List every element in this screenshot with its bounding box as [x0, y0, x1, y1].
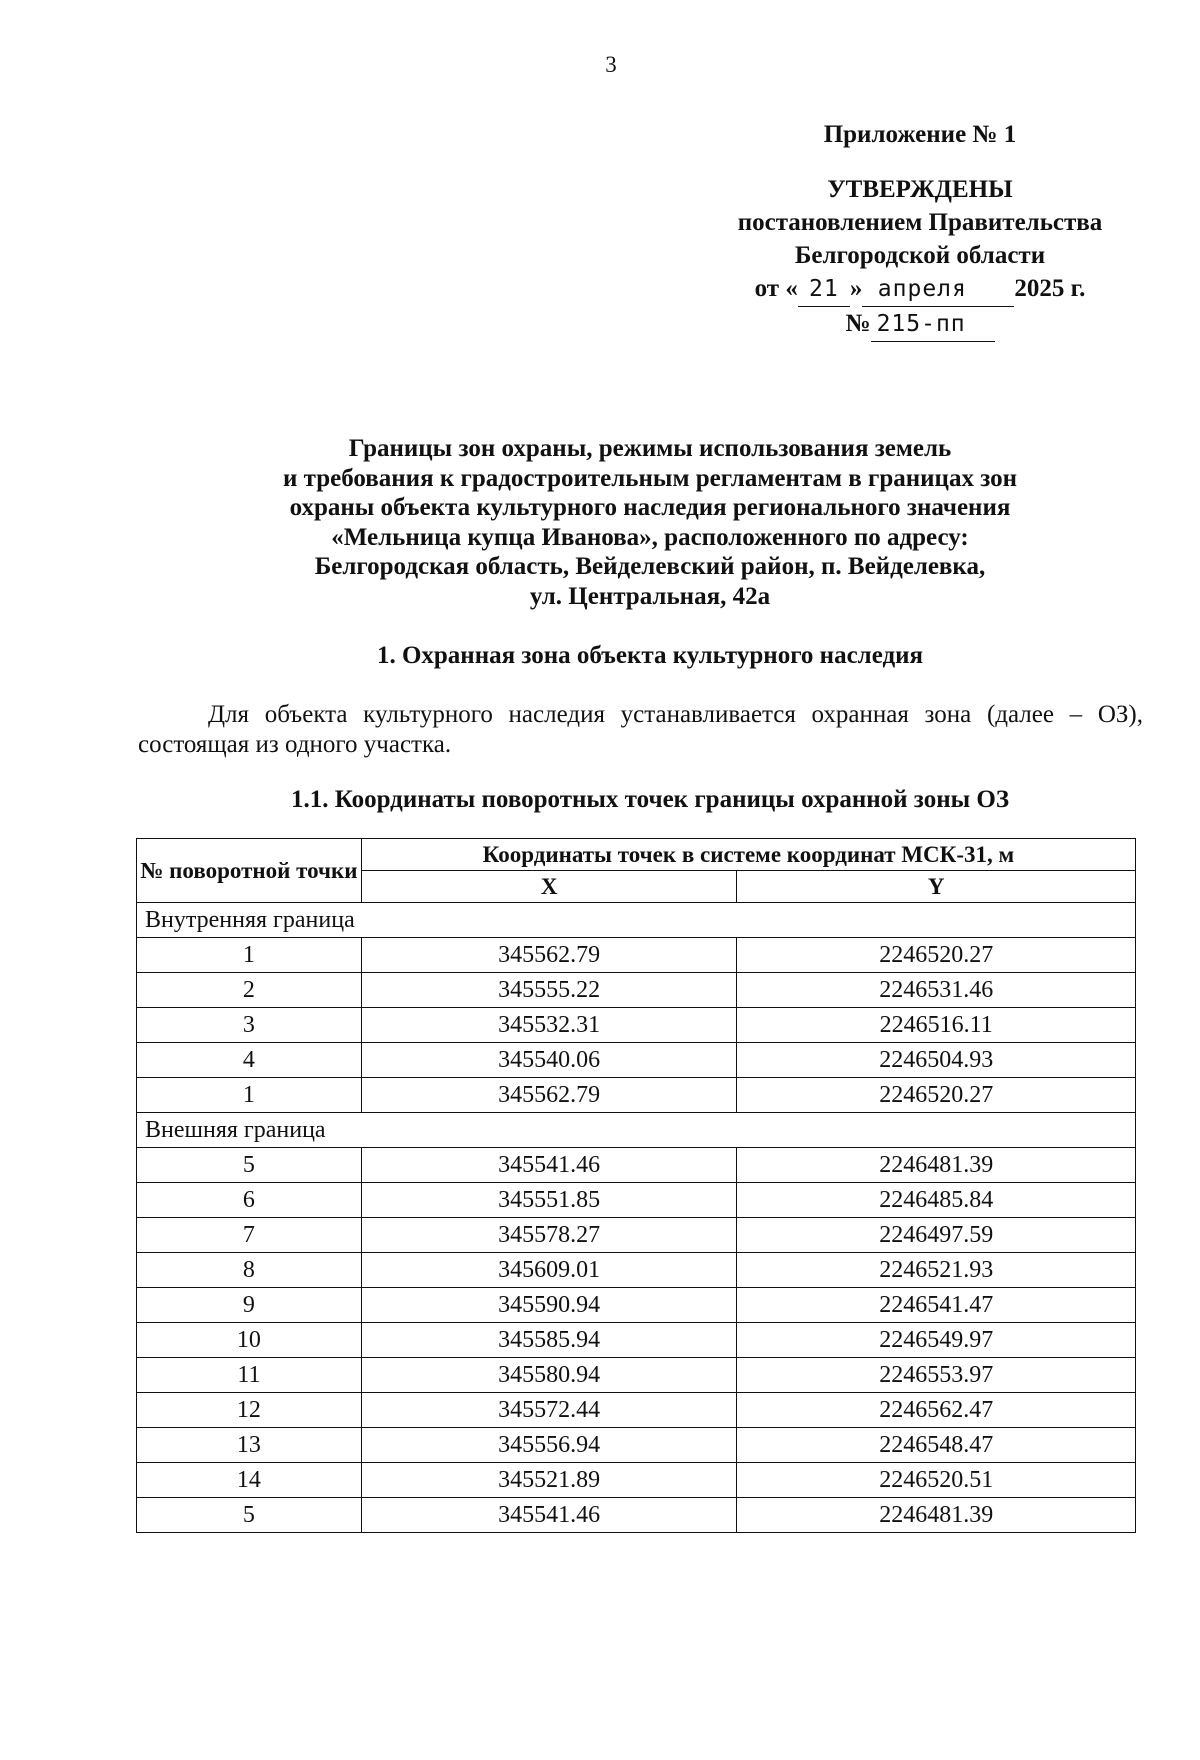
table-row — [137, 1288, 1136, 1323]
y-coordinate-cell: 2246497.59 — [737, 1218, 1136, 1253]
x-coordinate-cell: 345562.79 — [361, 938, 737, 973]
approval-block — [690, 118, 1150, 342]
title-line: Границы зон охраны, режимы использования земель — [348, 435, 952, 462]
y-coordinate-cell: 2246549.97 — [737, 1323, 1136, 1358]
date-day: 21 — [798, 273, 850, 307]
title-line: и требования к градостроительным регламентам в границах зон — [282, 464, 1018, 492]
title-line: Белгородская область, Вейделевский район, п. Вейделевка, — [314, 553, 986, 580]
date-year: 2025 г. — [1014, 275, 1086, 302]
date-close-quote: » — [849, 275, 863, 302]
table-group-row — [137, 1113, 1136, 1148]
x-coordinate-cell: 345562.79 — [361, 1078, 737, 1113]
table-row — [137, 1253, 1136, 1288]
point-number-cell: 7 — [137, 1218, 362, 1253]
table-row — [137, 973, 1136, 1008]
y-coordinate-cell: 2246504.93 — [737, 1043, 1136, 1078]
point-number-cell: 14 — [137, 1463, 362, 1498]
y-coordinate-cell: 2246481.39 — [737, 1498, 1136, 1533]
table-row — [137, 1218, 1136, 1253]
column-header-y: Y — [737, 871, 1136, 903]
point-number-cell: 2 — [137, 973, 362, 1008]
x-coordinate-cell: 345572.44 — [361, 1393, 737, 1428]
point-number-cell: 11 — [137, 1358, 362, 1393]
point-number-cell: 10 — [137, 1323, 362, 1358]
appendix-label: Приложение № 1 — [823, 121, 1017, 148]
approved-label: УТВЕРЖДЕНЫ — [827, 176, 1013, 203]
point-number-cell: 9 — [137, 1288, 362, 1323]
x-coordinate-cell: 345585.94 — [361, 1323, 737, 1358]
y-coordinate-cell: 2246520.27 — [737, 1078, 1136, 1113]
x-coordinate-cell: 345551.85 — [361, 1183, 737, 1218]
x-coordinate-cell: 345540.06 — [361, 1043, 737, 1078]
column-header-x: X — [361, 871, 737, 903]
table-group-row — [137, 903, 1136, 938]
y-coordinate-cell: 2246553.97 — [737, 1358, 1136, 1393]
title-line: охраны объекта культурного наследия регионального значения — [289, 494, 1011, 521]
y-coordinate-cell: 2246520.27 — [737, 938, 1136, 973]
y-coordinate-cell: 2246531.46 — [737, 973, 1136, 1008]
y-coordinate-cell: 2246521.93 — [737, 1253, 1136, 1288]
approval-number — [690, 307, 1150, 342]
y-coordinate-cell: 2246520.51 — [737, 1463, 1136, 1498]
body-paragraph: Для объекта культурного наследия устанавливается охранная зона (далее – ОЗ), состоящая из одного участка. — [138, 701, 1143, 758]
column-header-coordinates: Координаты точек в системе координат МСК-31, м — [361, 839, 1135, 871]
point-number-cell: 5 — [137, 1498, 362, 1533]
resolution-number: 215-пп — [871, 308, 995, 342]
point-number-cell: 3 — [137, 1008, 362, 1043]
table-row — [137, 938, 1136, 973]
page-number: 3 — [605, 52, 617, 77]
table-row — [137, 1358, 1136, 1393]
table-row — [137, 1183, 1136, 1218]
y-coordinate-cell: 2246485.84 — [737, 1183, 1136, 1218]
x-coordinate-cell: 345532.31 — [361, 1008, 737, 1043]
coordinates-table — [136, 838, 1136, 1533]
section-heading: 1. Охранная зона объекта культурного наследия — [376, 642, 924, 669]
title-line: «Мельница купца Иванова», расположенного по адресу: — [331, 523, 969, 551]
document-title — [150, 434, 1150, 611]
table-row — [137, 1428, 1136, 1463]
table-row — [137, 1148, 1136, 1183]
y-coordinate-cell: 2246516.11 — [737, 1008, 1136, 1043]
table-row — [137, 1008, 1136, 1043]
y-coordinate-cell: 2246481.39 — [737, 1148, 1136, 1183]
table-row — [137, 1498, 1136, 1533]
table-body — [137, 903, 1136, 1533]
x-coordinate-cell: 345521.89 — [361, 1463, 737, 1498]
x-coordinate-cell: 345556.94 — [361, 1428, 737, 1463]
table-row — [137, 1393, 1136, 1428]
point-number-cell: 1 — [137, 938, 362, 973]
table-row — [137, 1463, 1136, 1498]
x-coordinate-cell: 345541.46 — [361, 1498, 737, 1533]
point-number-cell: 4 — [137, 1043, 362, 1078]
column-header-point: № поворотной точки — [137, 839, 362, 903]
approved-by-line-1: постановлением Правительства — [737, 209, 1103, 236]
y-coordinate-cell: 2246548.47 — [737, 1428, 1136, 1463]
table-row — [137, 1078, 1136, 1113]
table-heading: 1.1. Координаты поворотных точек границы охранной зоны ОЗ — [290, 786, 1010, 813]
point-number-cell: 12 — [137, 1393, 362, 1428]
x-coordinate-cell: 345590.94 — [361, 1288, 737, 1323]
approval-date — [690, 272, 1150, 307]
x-coordinate-cell: 345580.94 — [361, 1358, 737, 1393]
approved-by-line-2: Белгородской области — [794, 242, 1046, 269]
x-coordinate-cell: 345578.27 — [361, 1218, 737, 1253]
group-label: Внешняя граница — [137, 1113, 1136, 1148]
point-number-cell: 6 — [137, 1183, 362, 1218]
title-line: ул. Центральная, 42а — [529, 582, 771, 610]
x-coordinate-cell: 345555.22 — [361, 973, 737, 1008]
y-coordinate-cell: 2246562.47 — [737, 1393, 1136, 1428]
x-coordinate-cell: 345609.01 — [361, 1253, 737, 1288]
point-number-cell: 8 — [137, 1253, 362, 1288]
table-row — [137, 1323, 1136, 1358]
point-number-cell: 13 — [137, 1428, 362, 1463]
y-coordinate-cell: 2246541.47 — [737, 1288, 1136, 1323]
number-prefix: № — [845, 310, 871, 337]
group-label: Внутренняя граница — [137, 903, 1136, 938]
date-prefix: от « — [754, 275, 798, 302]
point-number-cell: 5 — [137, 1148, 362, 1183]
table-row — [137, 1043, 1136, 1078]
date-month: апреля — [862, 273, 1014, 307]
point-number-cell: 1 — [137, 1078, 362, 1113]
x-coordinate-cell: 345541.46 — [361, 1148, 737, 1183]
